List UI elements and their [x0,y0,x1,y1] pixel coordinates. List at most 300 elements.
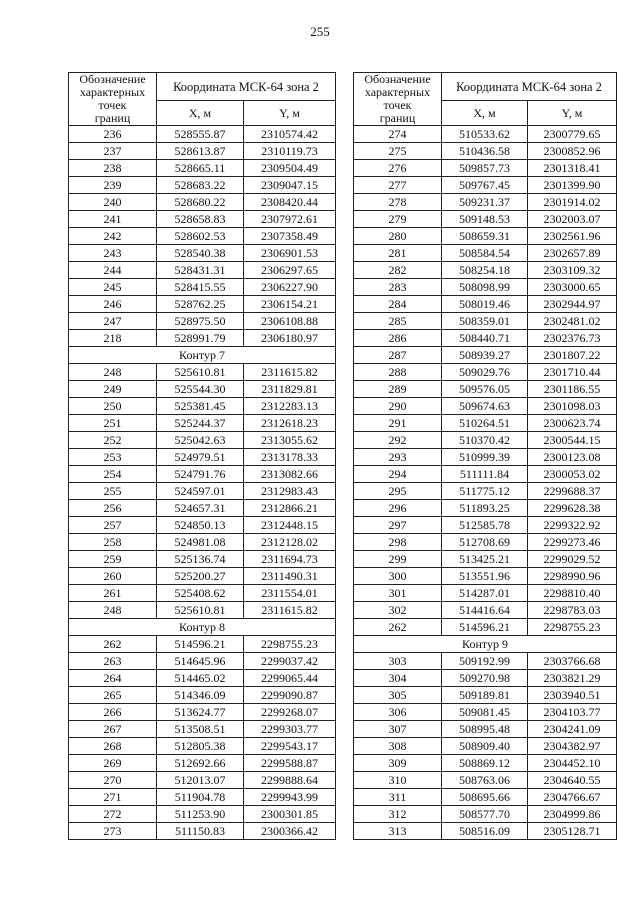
y-coordinate-cell: 2306180.97 [244,330,336,347]
x-coordinate-cell: 514645.96 [157,653,244,670]
y-coordinate-cell: 2298783.03 [528,602,617,619]
table-row [69,823,336,840]
point-id-cell: 218 [69,330,157,347]
x-coordinate-cell: 528762.25 [157,296,244,313]
y-coordinate-cell: 2312128.02 [244,534,336,551]
table-row [69,602,336,619]
x-coordinate-cell: 513508.51 [157,721,244,738]
coordinate-system-header: Координата МСК-64 зона 2 [157,73,336,101]
y-coordinate-cell: 2303766.68 [528,653,617,670]
contour-label: Контур 9 [354,636,617,653]
x-coordinate-cell: 528975.50 [157,313,244,330]
y-coordinate-cell: 2302481.02 [528,313,617,330]
point-id-cell: 300 [354,568,442,585]
x-coordinate-cell: 511111.84 [442,466,528,483]
point-id-cell: 272 [69,806,157,823]
y-coordinate-cell: 2305128.71 [528,823,617,840]
table-row [69,143,336,160]
point-id-cell: 299 [354,551,442,568]
point-id-cell: 275 [354,143,442,160]
point-id-cell: 267 [69,721,157,738]
point-id-cell: 281 [354,245,442,262]
y-coordinate-cell: 2304382.97 [528,738,617,755]
point-id-cell: 251 [69,415,157,432]
point-id-cell: 280 [354,228,442,245]
y-coordinate-cell: 2299322.92 [528,517,617,534]
table-row [69,568,336,585]
x-coordinate-cell: 509857.73 [442,160,528,177]
x-coordinate-cell: 508995.48 [442,721,528,738]
table-row [354,296,617,313]
y-coordinate-cell: 2310574.42 [244,126,336,143]
x-coordinate-cell: 525200.27 [157,568,244,585]
x-coordinate-cell: 509231.37 [442,194,528,211]
x-coordinate-cell: 511775.12 [442,483,528,500]
y-coordinate-cell: 2298755.23 [528,619,617,636]
table-row [69,466,336,483]
point-id-cell: 273 [69,823,157,840]
y-coordinate-cell: 2298755.23 [244,636,336,653]
point-label-line: характерных [79,85,146,99]
x-coordinate-cell: 528415.55 [157,279,244,296]
point-id-cell: 238 [69,160,157,177]
y-coordinate-cell: 2310119.73 [244,143,336,160]
table-row [69,806,336,823]
x-coordinate-cell: 528991.79 [157,330,244,347]
table-row [354,653,617,670]
y-coordinate-cell: 2309047.15 [244,177,336,194]
y-coordinate-cell: 2311615.82 [244,364,336,381]
table-row [69,772,336,789]
x-coordinate-cell: 508577.70 [442,806,528,823]
table-row [354,619,617,636]
y-coordinate-cell: 2301914.02 [528,194,617,211]
x-coordinate-cell: 511253.90 [157,806,244,823]
x-coordinate-cell: 509192.99 [442,653,528,670]
x-column-header: X, м [442,101,528,126]
y-coordinate-cell: 2301186.55 [528,381,617,398]
x-coordinate-cell: 525381.45 [157,398,244,415]
x-coordinate-cell: 528555.87 [157,126,244,143]
x-coordinate-cell: 514346.09 [157,687,244,704]
table-row [354,347,617,364]
x-coordinate-cell: 511904.78 [157,789,244,806]
y-coordinate-cell: 2304640.55 [528,772,617,789]
table-row [69,415,336,432]
point-id-cell: 289 [354,381,442,398]
point-id-cell: 236 [69,126,157,143]
y-coordinate-cell: 2299888.64 [244,772,336,789]
point-label-line: границ [94,111,131,125]
point-id-cell: 264 [69,670,157,687]
point-id-cell: 283 [354,279,442,296]
y-coordinate-cell: 2299688.37 [528,483,617,500]
table-row [354,687,617,704]
point-label-line: Обозначение [79,72,146,86]
table-row [354,500,617,517]
table-row [354,534,617,551]
table-row [69,313,336,330]
y-coordinate-cell: 2307972.61 [244,211,336,228]
point-id-cell: 285 [354,313,442,330]
y-coordinate-cell: 2300301.85 [244,806,336,823]
point-id-cell: 247 [69,313,157,330]
x-coordinate-cell: 528602.53 [157,228,244,245]
table-row [354,806,617,823]
x-coordinate-cell: 513551.96 [442,568,528,585]
table-row [69,279,336,296]
table-row [69,483,336,500]
table-row [354,823,617,840]
x-coordinate-cell: 525408.62 [157,585,244,602]
y-column-header: Y, м [528,101,617,126]
y-coordinate-cell: 2303940.51 [528,687,617,704]
point-id-cell: 294 [354,466,442,483]
x-coordinate-cell: 510533.62 [442,126,528,143]
table-row [354,585,617,602]
point-id-cell: 274 [354,126,442,143]
x-coordinate-cell: 508359.01 [442,313,528,330]
coordinates-table-left [68,72,336,840]
y-coordinate-cell: 2313178.33 [244,449,336,466]
x-coordinate-cell: 524981.08 [157,534,244,551]
table-body-left [69,126,336,840]
y-coordinate-cell: 2302376.73 [528,330,617,347]
table-row [354,602,617,619]
point-id-cell: 296 [354,500,442,517]
table-row [354,143,617,160]
table-row [69,670,336,687]
table-row [69,398,336,415]
point-id-cell: 261 [69,585,157,602]
y-coordinate-cell: 2300544.15 [528,432,617,449]
table-row [69,177,336,194]
y-coordinate-cell: 2313082.66 [244,466,336,483]
table-row [69,517,336,534]
x-coordinate-cell: 514465.02 [157,670,244,687]
contour-label: Контур 7 [69,347,336,364]
x-coordinate-cell: 513425.21 [442,551,528,568]
table-body-right [354,126,617,840]
y-coordinate-cell: 2302003.07 [528,211,617,228]
x-coordinate-cell: 528665.11 [157,160,244,177]
x-coordinate-cell: 508763.06 [442,772,528,789]
x-coordinate-cell: 528431.31 [157,262,244,279]
x-coordinate-cell: 528540.38 [157,245,244,262]
table-row [354,160,617,177]
x-coordinate-cell: 508098.99 [442,279,528,296]
point-id-cell: 253 [69,449,157,466]
x-coordinate-cell: 508584.54 [442,245,528,262]
point-id-cell: 309 [354,755,442,772]
point-id-cell: 260 [69,568,157,585]
x-coordinate-cell: 508254.18 [442,262,528,279]
y-coordinate-cell: 2306297.65 [244,262,336,279]
table-row [354,279,617,296]
x-coordinate-cell: 509029.76 [442,364,528,381]
y-coordinate-cell: 2311554.01 [244,585,336,602]
table-row [69,653,336,670]
table-row [354,398,617,415]
table-row [69,738,336,755]
x-coordinate-cell: 513624.77 [157,704,244,721]
point-id-cell: 263 [69,653,157,670]
y-coordinate-cell: 2301710.44 [528,364,617,381]
table-row [354,738,617,755]
x-coordinate-cell: 510436.58 [442,143,528,160]
point-id-cell: 269 [69,755,157,772]
point-id-cell: 291 [354,415,442,432]
point-id-cell: 244 [69,262,157,279]
y-coordinate-cell: 2306901.53 [244,245,336,262]
y-coordinate-cell: 2304766.67 [528,789,617,806]
x-coordinate-cell: 514596.21 [442,619,528,636]
y-coordinate-cell: 2304999.86 [528,806,617,823]
table-row [69,500,336,517]
y-coordinate-cell: 2299273.46 [528,534,617,551]
point-id-cell: 259 [69,551,157,568]
table-row [354,228,617,245]
table-row [354,245,617,262]
point-id-cell: 276 [354,160,442,177]
x-coordinate-cell: 510999.39 [442,449,528,466]
table-row [69,262,336,279]
point-id-cell: 287 [354,347,442,364]
x-coordinate-cell: 509270.98 [442,670,528,687]
y-coordinate-cell: 2311829.81 [244,381,336,398]
y-coordinate-cell: 2299588.87 [244,755,336,772]
y-coordinate-cell: 2306227.90 [244,279,336,296]
table-row [354,772,617,789]
point-id-cell: 266 [69,704,157,721]
point-id-cell: 310 [354,772,442,789]
x-coordinate-cell: 514596.21 [157,636,244,653]
table-row [69,704,336,721]
point-id-cell: 290 [354,398,442,415]
y-coordinate-cell: 2302944.97 [528,296,617,313]
y-coordinate-cell: 2299543.17 [244,738,336,755]
x-coordinate-cell: 524657.31 [157,500,244,517]
x-coordinate-cell: 525136.74 [157,551,244,568]
contour-row [69,619,336,636]
y-coordinate-cell: 2306154.21 [244,296,336,313]
x-coordinate-cell: 509576.05 [442,381,528,398]
point-id-cell: 286 [354,330,442,347]
x-coordinate-cell: 508909.40 [442,738,528,755]
point-id-cell: 268 [69,738,157,755]
y-coordinate-cell: 2299037.42 [244,653,336,670]
point-label-line: точек [98,98,127,112]
y-coordinate-cell: 2299090.87 [244,687,336,704]
y-coordinate-cell: 2300623.74 [528,415,617,432]
contour-label: Контур 8 [69,619,336,636]
x-coordinate-cell: 512013.07 [157,772,244,789]
point-id-cell: 297 [354,517,442,534]
y-coordinate-cell: 2299268.07 [244,704,336,721]
x-coordinate-cell: 510370.42 [442,432,528,449]
table-row [354,449,617,466]
x-coordinate-cell: 509081.45 [442,704,528,721]
x-coordinate-cell: 508440.71 [442,330,528,347]
y-coordinate-cell: 2299303.77 [244,721,336,738]
y-coordinate-cell: 2299943.99 [244,789,336,806]
table-row [354,330,617,347]
point-id-cell: 257 [69,517,157,534]
table-row [69,194,336,211]
point-id-cell: 292 [354,432,442,449]
point-id-cell: 254 [69,466,157,483]
table-row [354,194,617,211]
y-coordinate-cell: 2299029.52 [528,551,617,568]
point-id-cell: 303 [354,653,442,670]
point-id-cell: 304 [354,670,442,687]
y-coordinate-cell: 2301098.03 [528,398,617,415]
table-row [69,211,336,228]
y-coordinate-cell: 2311694.73 [244,551,336,568]
point-id-cell: 288 [354,364,442,381]
table-row [354,313,617,330]
table-row [69,449,336,466]
table-row [354,432,617,449]
y-coordinate-cell: 2299065.44 [244,670,336,687]
point-id-cell: 256 [69,500,157,517]
table-row [69,381,336,398]
point-label-line: точек [383,98,412,112]
point-id-cell: 311 [354,789,442,806]
table-row [69,296,336,313]
table-row [69,755,336,772]
x-coordinate-cell: 508869.12 [442,755,528,772]
point-id-cell: 241 [69,211,157,228]
table-row [354,177,617,194]
point-id-cell: 278 [354,194,442,211]
coordinates-table-right [353,72,617,840]
table-row [69,160,336,177]
y-coordinate-cell: 2298990.96 [528,568,617,585]
point-id-cell: 298 [354,534,442,551]
point-id-cell: 301 [354,585,442,602]
y-coordinate-cell: 2298810.40 [528,585,617,602]
point-id-cell: 258 [69,534,157,551]
point-id-cell: 277 [354,177,442,194]
point-id-cell: 262 [354,619,442,636]
point-id-cell: 295 [354,483,442,500]
point-label-header [69,73,157,126]
x-coordinate-cell: 525544.30 [157,381,244,398]
point-id-cell: 248 [69,602,157,619]
y-coordinate-cell: 2302657.89 [528,245,617,262]
table-row [69,126,336,143]
table-row [354,517,617,534]
x-coordinate-cell: 508659.31 [442,228,528,245]
point-id-cell: 284 [354,296,442,313]
x-coordinate-cell: 525244.37 [157,415,244,432]
y-coordinate-cell: 2300779.65 [528,126,617,143]
x-coordinate-cell: 508695.66 [442,789,528,806]
table-row [354,466,617,483]
x-coordinate-cell: 524979.51 [157,449,244,466]
point-id-cell: 312 [354,806,442,823]
table-row [69,228,336,245]
x-coordinate-cell: 512708.69 [442,534,528,551]
table-row [354,755,617,772]
point-label-line: характерных [364,85,431,99]
point-id-cell: 248 [69,364,157,381]
table-row [354,670,617,687]
y-coordinate-cell: 2302561.96 [528,228,617,245]
point-id-cell: 255 [69,483,157,500]
point-id-cell: 265 [69,687,157,704]
point-id-cell: 242 [69,228,157,245]
y-coordinate-cell: 2300366.42 [244,823,336,840]
x-coordinate-cell: 512805.38 [157,738,244,755]
point-id-cell: 262 [69,636,157,653]
point-id-cell: 240 [69,194,157,211]
point-id-cell: 243 [69,245,157,262]
point-id-cell: 305 [354,687,442,704]
x-coordinate-cell: 528683.22 [157,177,244,194]
point-id-cell: 249 [69,381,157,398]
y-coordinate-cell: 2312283.13 [244,398,336,415]
x-coordinate-cell: 508019.46 [442,296,528,313]
page-number: 255 [310,24,330,39]
point-id-cell: 245 [69,279,157,296]
table-row [69,330,336,347]
y-coordinate-cell: 2312983.43 [244,483,336,500]
table-row [69,432,336,449]
y-coordinate-cell: 2311615.82 [244,602,336,619]
y-column-header: Y, м [244,101,336,126]
contour-row [354,636,617,653]
point-id-cell: 302 [354,602,442,619]
point-id-cell: 252 [69,432,157,449]
table-row [354,568,617,585]
y-coordinate-cell: 2308420.44 [244,194,336,211]
x-coordinate-cell: 512692.66 [157,755,244,772]
point-id-cell: 313 [354,823,442,840]
table-row [354,415,617,432]
y-coordinate-cell: 2312618.23 [244,415,336,432]
y-coordinate-cell: 2303821.29 [528,670,617,687]
x-coordinate-cell: 511893.25 [442,500,528,517]
y-coordinate-cell: 2300123.08 [528,449,617,466]
y-coordinate-cell: 2303000.65 [528,279,617,296]
x-column-header: X, м [157,101,244,126]
y-coordinate-cell: 2313055.62 [244,432,336,449]
point-id-cell: 250 [69,398,157,415]
table-row [354,381,617,398]
point-id-cell: 306 [354,704,442,721]
point-id-cell: 270 [69,772,157,789]
y-coordinate-cell: 2303109.32 [528,262,617,279]
y-coordinate-cell: 2299628.38 [528,500,617,517]
point-id-cell: 246 [69,296,157,313]
y-coordinate-cell: 2311490.31 [244,568,336,585]
point-label-header [354,73,442,126]
contour-row [69,347,336,364]
x-coordinate-cell: 524850.13 [157,517,244,534]
x-coordinate-cell: 528613.87 [157,143,244,160]
x-coordinate-cell: 509767.45 [442,177,528,194]
table-row [354,551,617,568]
x-coordinate-cell: 528680.22 [157,194,244,211]
table-row [354,262,617,279]
point-id-cell: 282 [354,262,442,279]
point-id-cell: 307 [354,721,442,738]
x-coordinate-cell: 528658.83 [157,211,244,228]
x-coordinate-cell: 524597.01 [157,483,244,500]
y-coordinate-cell: 2304103.77 [528,704,617,721]
